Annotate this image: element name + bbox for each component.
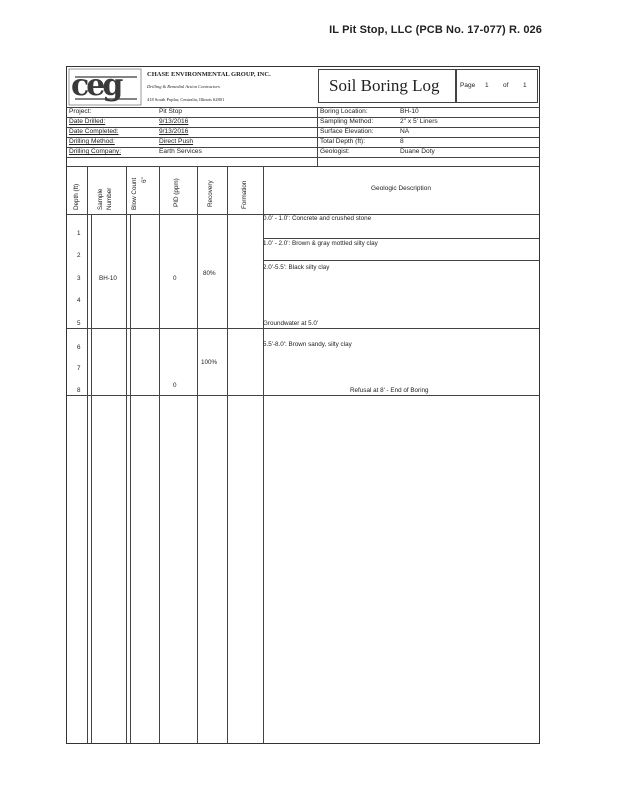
page-box	[456, 69, 538, 103]
svg-text:ceg: ceg	[71, 68, 121, 103]
col-depth: Depth (ft)	[73, 183, 80, 210]
col-recovery: Recovery	[207, 180, 214, 207]
description-6: Refusal at 8' - End of Boring	[350, 387, 429, 394]
depth-6: 6	[77, 344, 81, 351]
total-depth-label: Total Depth (ft):	[320, 138, 366, 145]
ceg-logo-graphic	[67, 67, 143, 107]
sample-2-pid: 0	[173, 382, 177, 389]
col-description: Geologic Description	[371, 185, 431, 192]
date-completed-value: 9/13/2016	[159, 128, 189, 135]
description-2: 1.0' - 2.0': Brown & gray mottled silty clay	[263, 240, 378, 247]
description-3: 2.0'-5.5': Black silty clay	[263, 264, 330, 271]
page-header: IL Pit Stop, LLC (PCB No. 17-077) R. 026	[329, 24, 542, 36]
sampling-method-label: Sampling Method:	[320, 118, 374, 125]
description-4: Groundwater at 5.0'	[263, 320, 319, 327]
geologist-value: Duane Doty	[400, 148, 435, 155]
total-depth-value: 8	[400, 138, 404, 145]
project-label: Project:	[69, 108, 92, 115]
company-logo	[67, 67, 143, 107]
drilling-company-label: Drilling Company:	[69, 148, 122, 155]
depth-8: 8	[77, 387, 81, 394]
company-name: CHASE ENVIRONMENTAL GROUP, INC.	[147, 71, 271, 78]
page-total: 1	[523, 82, 527, 89]
sample-1-recovery: 80%	[203, 270, 216, 277]
col-formation: Formation	[241, 180, 248, 209]
page-label: Page	[460, 82, 476, 89]
project-value: Pit Stop	[159, 108, 183, 115]
geologist-label: Geologist:	[320, 148, 350, 155]
title-box	[318, 69, 456, 103]
depth-7: 7	[77, 365, 81, 372]
col-blow-line1: Blow Count	[131, 177, 138, 210]
form-title: Soil Boring Log	[329, 76, 440, 95]
page-current: 1	[485, 82, 489, 89]
col-sample-line1: Sample	[97, 188, 104, 210]
boring-location-label: Boring Location:	[320, 108, 368, 115]
drilling-company-value: Earth Services	[159, 148, 202, 155]
company-tagline: Drilling & Remedial Action Contractors	[147, 84, 220, 89]
col-sample-line2: Number	[106, 187, 113, 210]
date-drilled-label: Date Drilled:	[69, 118, 106, 125]
description-5: 5.5'-8.0': Brown sandy, silty clay	[263, 341, 352, 348]
depth-5: 5	[77, 320, 81, 327]
boring-location-value: BH-10	[400, 108, 419, 115]
page-of: of	[503, 82, 509, 89]
surface-elevation-label: Surface Elevation:	[320, 128, 374, 135]
drilling-method-value: Direct Push	[159, 138, 194, 145]
date-drilled-value: 9/13/2016	[159, 118, 189, 125]
boring-log-form	[66, 66, 540, 744]
date-completed-label: Date Completed:	[69, 128, 119, 135]
drilling-method-label: Drilling Method:	[69, 138, 115, 145]
depth-4: 4	[77, 297, 81, 304]
col-blow-line2: 6"	[141, 177, 148, 183]
col-pid: PID (ppm)	[173, 178, 180, 207]
description-1: 0.0' - 1.0': Concrete and crushed stone	[263, 215, 372, 222]
sample-1-number: BH-10	[99, 275, 117, 282]
company-address: 418 South Poplar, Centralia, Illinois 62801	[147, 97, 225, 102]
sample-2-recovery: 100%	[201, 359, 218, 366]
sampling-method-value: 2" x 5' Liners	[400, 118, 438, 125]
depth-3: 3	[77, 275, 81, 282]
depth-1: 1	[77, 230, 81, 237]
depth-2: 2	[77, 252, 81, 259]
sample-1-pid: 0	[173, 275, 177, 282]
surface-elevation-value: NA	[400, 128, 410, 135]
